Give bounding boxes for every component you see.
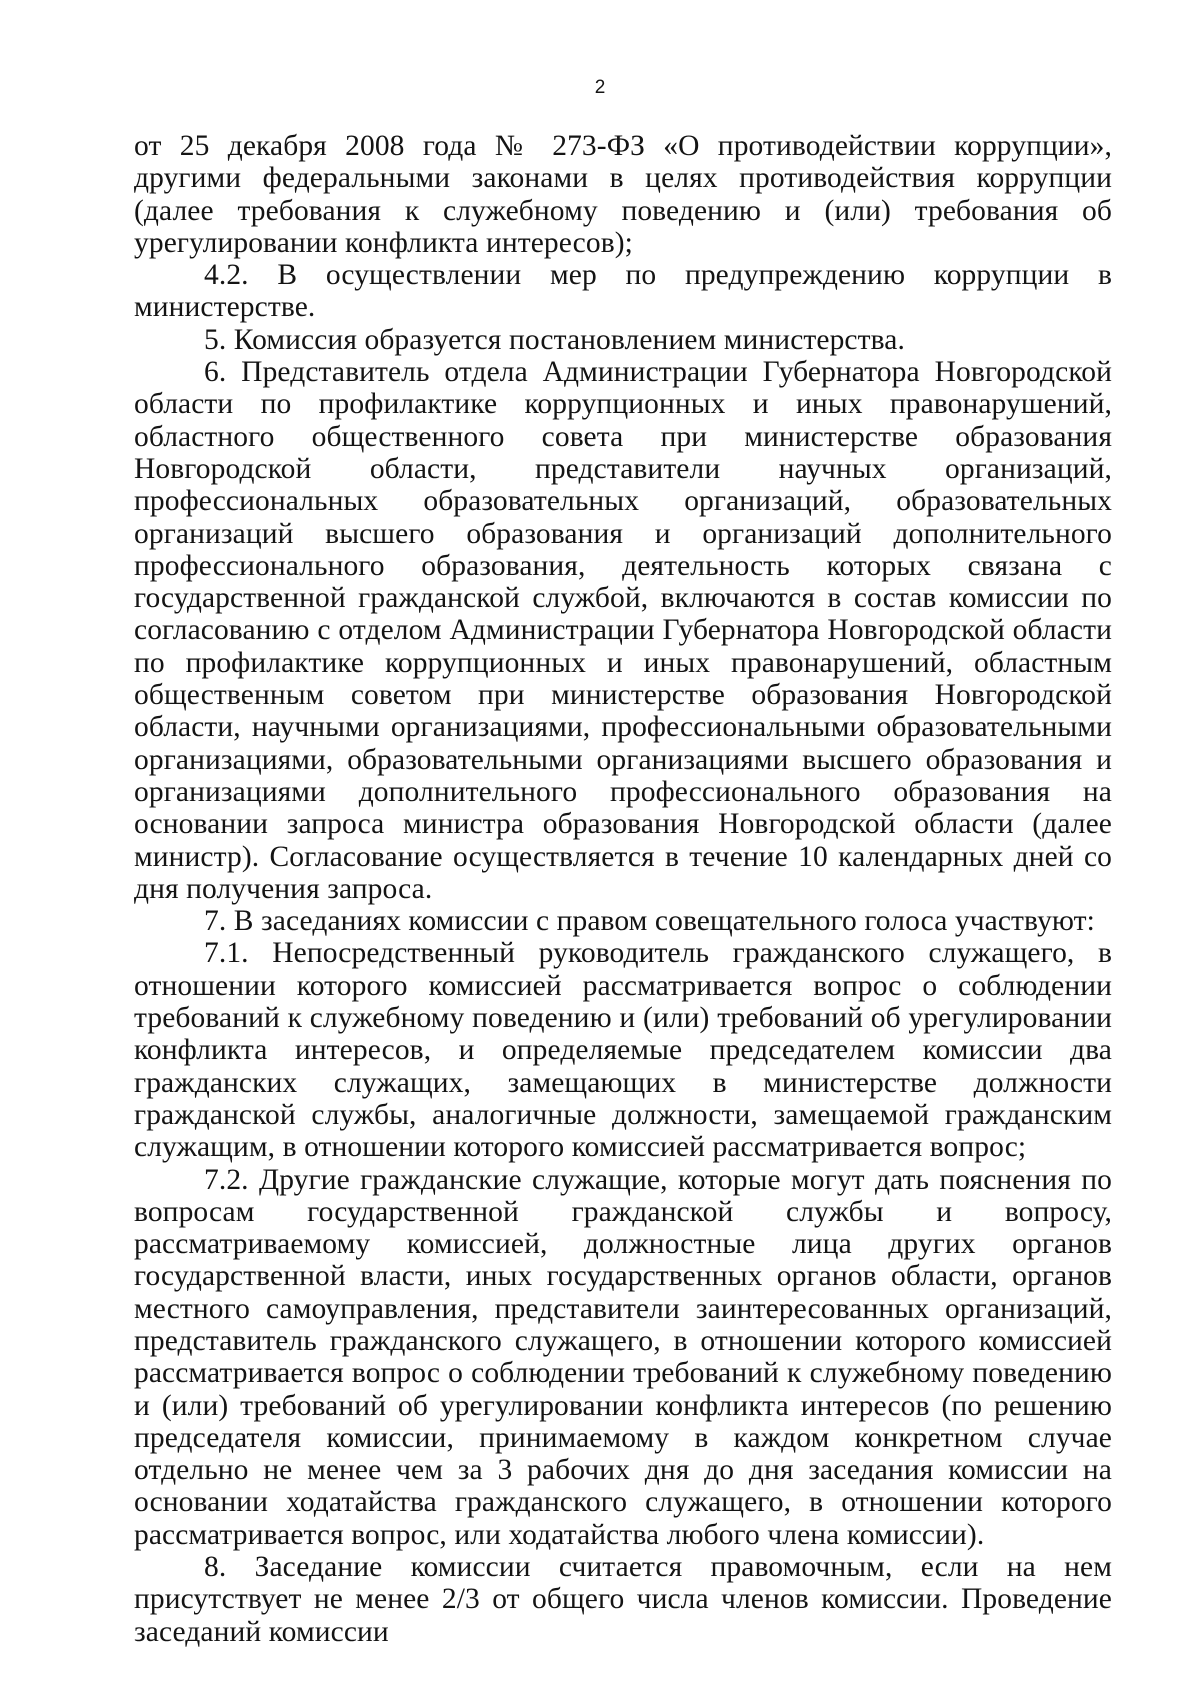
paragraph-5: 5. Комиссия образуется постановлением министерства.	[204, 323, 905, 356]
paragraph-8: 8. Заседание комиссии считается правомочным, если на нем присутствует не менее 2/3 от общего числа членов комиссии. Проведение заседаний комиссии	[134, 1551, 1112, 1648]
paragraph-4-2: 4.2. В осуществлении мер по предупреждению коррупции в министерстве.	[134, 259, 1112, 324]
page-number: 2	[594, 77, 606, 98]
paragraph-continuation: от 25 декабря 2008 года № 273-ФЗ «О противодействии коррупции», другими федеральными законами в целях противодействия коррупции (далее требования к служебному поведению и (или) требования об урегулировании конфликта интересов);	[134, 130, 1112, 259]
paragraph-6: 6. Представитель отдела Администрации Губернатора Новгородской области по профилактике коррупционных и иных правонарушений, областного общественного совета при министерстве образования Новгородской области, представители научных организаций, профессиональных образовательных организаций, образовательных организаций высшего образования и организаций дополнительного профессионального образования, деятельность которых связана с государственной гражданской службой, включаются в состав комиссии по согласованию с отделом Администрации Губернатора Новгородской области по профилактике коррупционных и иных правонарушений, областным общественным советом при министерстве образования Новгородской области, научными организациями, профессиональными образовательными организациями, образовательными организациями высшего образования и организациями дополнительного профессионального образования на основании запроса министра образования Новгородской области (далее министр). Согласование осуществляется в течение 10 календарных дней со дня получения запроса.	[134, 356, 1112, 905]
paragraph-7-1: 7.1. Непосредственный руководитель гражданского служащего, в отношении которого комиссией рассматривается вопрос о соблюдении требований к служебному поведению и (или) требований об урегулировании конфликта интересов, и определяемые председателем комиссии два гражданских служащих, замещающих в министерстве должности гражданской службы, аналогичные должности, замещаемой гражданским служащим, в отношении которого комиссией рассматривается вопрос;	[134, 937, 1112, 1164]
paragraph-7-2: 7.2. Другие гражданские служащие, которые могут дать пояснения по вопросам государственной гражданской службы и вопросу, рассматриваемому комиссией, должностные лица других органов государственной власти, иных государственных органов области, органов местного самоуправления, представители заинтересованных организаций, представитель гражданского служащего, в отношении которого комиссией рассматривается вопрос о соблюдении требований к служебному поведению и (или) требований об урегулировании конфликта интересов (по решению председателя комиссии, принимаемому в каждом конкретном случае отдельно не менее чем за 3 рабочих дня до дня заседания комиссии на основании ходатайства гражданского служащего, в отношении которого рассматривается вопрос, или ходатайства любого члена комиссии).	[134, 1163, 1112, 1551]
document-body	[134, 130, 1112, 1648]
paragraph-7: 7. В заседаниях комиссии с правом совещательного голоса участвуют:	[204, 905, 1095, 938]
